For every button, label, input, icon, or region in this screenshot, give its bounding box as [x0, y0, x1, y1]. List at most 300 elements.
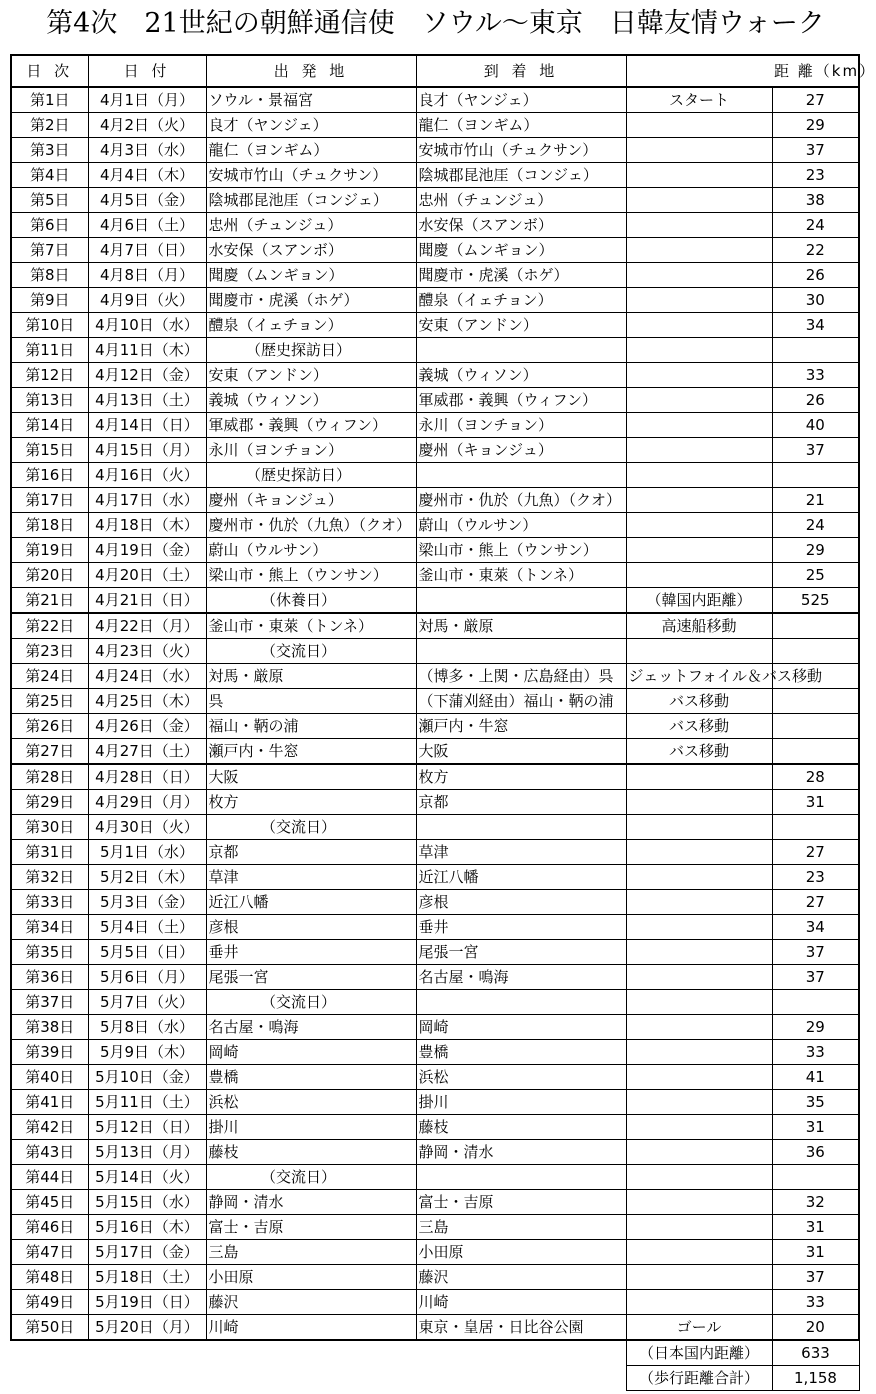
to-cell: 川崎	[416, 1290, 626, 1315]
day-cell: 第16日	[11, 463, 88, 488]
date-cell: 5月3日（金）	[88, 890, 206, 915]
date-cell: 4月3日（水）	[88, 138, 206, 163]
note-cell: （韓国内距離）	[626, 588, 772, 614]
from-cell: 梁山市・熊上（ウンサン）	[206, 563, 416, 588]
day-cell: 第27日	[11, 739, 88, 765]
date-cell: 5月10日（金）	[88, 1065, 206, 1090]
table-row	[11, 965, 859, 990]
note-cell	[626, 890, 772, 915]
day-cell: 第4日	[11, 163, 88, 188]
to-cell: 瀬戸内・牛窓	[416, 714, 626, 739]
to-cell: 富士・吉原	[416, 1190, 626, 1215]
header-row	[11, 55, 859, 87]
to-cell: 水安保（スアンボ）	[416, 213, 626, 238]
to-cell: 京都	[416, 790, 626, 815]
to-cell: 岡崎	[416, 1015, 626, 1040]
distance-cell: 34	[772, 915, 859, 940]
note-cell	[626, 488, 772, 513]
from-cell: 垂井	[206, 940, 416, 965]
distance-cell: 31	[772, 1115, 859, 1140]
date-cell: 5月18日（土）	[88, 1265, 206, 1290]
distance-cell: 31	[772, 1215, 859, 1240]
distance-cell: 23	[772, 865, 859, 890]
table-row	[11, 764, 859, 790]
date-cell: 4月21日（日）	[88, 588, 206, 614]
table-row	[11, 413, 859, 438]
date-cell: 5月19日（日）	[88, 1290, 206, 1315]
to-cell: 掛川	[416, 1090, 626, 1115]
day-cell: 第11日	[11, 338, 88, 363]
note-cell	[626, 915, 772, 940]
distance-cell: 33	[772, 1290, 859, 1315]
day-cell: 第40日	[11, 1065, 88, 1090]
to-cell: 東京・皇居・日比谷公園	[416, 1315, 626, 1341]
empty-cell	[416, 1340, 626, 1366]
note-cell: ジェットフォイル＆バス移動	[626, 664, 772, 689]
distance-cell	[772, 689, 859, 714]
date-cell: 4月18日（木）	[88, 513, 206, 538]
table-row	[11, 138, 859, 163]
distance-cell: 24	[772, 213, 859, 238]
from-cell: 近江八幡	[206, 890, 416, 915]
table-row	[11, 1215, 859, 1240]
day-cell: 第15日	[11, 438, 88, 463]
from-cell: 聞慶市・虎溪（ホゲ）	[206, 288, 416, 313]
table-row	[11, 87, 859, 113]
date-cell: 5月13日（月）	[88, 1140, 206, 1165]
from-cell: 三島	[206, 1240, 416, 1265]
to-cell: 安東（アンドン）	[416, 313, 626, 338]
day-cell: 第47日	[11, 1240, 88, 1265]
note-cell	[626, 965, 772, 990]
distance-cell: 24	[772, 513, 859, 538]
table-row	[11, 689, 859, 714]
distance-cell: 29	[772, 1015, 859, 1040]
day-cell: 第28日	[11, 764, 88, 790]
table-row	[11, 213, 859, 238]
distance-cell: 27	[772, 890, 859, 915]
header-date: 日 付	[88, 55, 206, 87]
total-row	[11, 1340, 859, 1366]
day-cell: 第32日	[11, 865, 88, 890]
table-row	[11, 1315, 859, 1341]
distance-cell: 27	[772, 840, 859, 865]
note-cell	[626, 1265, 772, 1290]
to-cell: 龍仁（ヨンギム）	[416, 113, 626, 138]
note-cell	[626, 538, 772, 563]
table-row	[11, 613, 859, 639]
distance-cell: 30	[772, 288, 859, 313]
distance-cell: 40	[772, 413, 859, 438]
header-distance: 距 離（km）	[772, 55, 859, 87]
distance-cell: 23	[772, 163, 859, 188]
note-cell	[626, 413, 772, 438]
day-cell: 第3日	[11, 138, 88, 163]
to-cell	[416, 1165, 626, 1190]
to-cell: 忠州（チュンジュ）	[416, 188, 626, 213]
table-row	[11, 1115, 859, 1140]
note-cell	[626, 163, 772, 188]
date-cell: 5月15日（水）	[88, 1190, 206, 1215]
date-cell: 5月1日（水）	[88, 840, 206, 865]
date-cell: 4月28日（日）	[88, 764, 206, 790]
day-cell: 第26日	[11, 714, 88, 739]
distance-cell: 33	[772, 363, 859, 388]
to-cell: 大阪	[416, 739, 626, 765]
to-cell: 静岡・清水	[416, 1140, 626, 1165]
distance-cell: 31	[772, 790, 859, 815]
distance-cell: 26	[772, 263, 859, 288]
day-cell: 第48日	[11, 1265, 88, 1290]
note-cell	[626, 513, 772, 538]
day-cell: 第31日	[11, 840, 88, 865]
note-cell	[626, 1290, 772, 1315]
from-cell: 良才（ヤンジェ）	[206, 113, 416, 138]
from-cell: 川崎	[206, 1315, 416, 1341]
from-cell: 福山・鞆の浦	[206, 714, 416, 739]
from-cell: 草津	[206, 865, 416, 890]
to-cell: 名古屋・鳴海	[416, 965, 626, 990]
table-row	[11, 1240, 859, 1265]
from-cell: 小田原	[206, 1265, 416, 1290]
distance-cell	[772, 338, 859, 363]
day-cell: 第30日	[11, 815, 88, 840]
empty-cell	[11, 1366, 88, 1391]
to-cell	[416, 639, 626, 664]
table-row	[11, 1190, 859, 1215]
from-cell: （歴史探訪日）	[206, 463, 416, 488]
table-row	[11, 263, 859, 288]
to-cell: 聞慶市・虎溪（ホゲ）	[416, 263, 626, 288]
empty-cell	[88, 1340, 206, 1366]
date-cell: 4月15日（月）	[88, 438, 206, 463]
date-cell: 5月12日（日）	[88, 1115, 206, 1140]
table-row	[11, 313, 859, 338]
date-cell: 5月4日（土）	[88, 915, 206, 940]
to-cell: 軍威郡・義興（ウィフン）	[416, 388, 626, 413]
from-cell: 掛川	[206, 1115, 416, 1140]
day-cell: 第36日	[11, 965, 88, 990]
date-cell: 5月11日（土）	[88, 1090, 206, 1115]
table-row	[11, 388, 859, 413]
table-row	[11, 790, 859, 815]
to-cell: 慶州（キョンジュ）	[416, 438, 626, 463]
distance-cell: 31	[772, 1240, 859, 1265]
header-from: 出 発 地	[206, 55, 416, 87]
day-cell: 第38日	[11, 1015, 88, 1040]
note-cell	[626, 840, 772, 865]
from-cell: 義城（ウィソン）	[206, 388, 416, 413]
day-cell: 第29日	[11, 790, 88, 815]
day-cell: 第23日	[11, 639, 88, 664]
from-cell: 水安保（スアンボ）	[206, 238, 416, 263]
table-row	[11, 563, 859, 588]
note-cell	[626, 363, 772, 388]
day-cell: 第7日	[11, 238, 88, 263]
from-cell: 忠州（チュンジュ）	[206, 213, 416, 238]
distance-cell: 37	[772, 940, 859, 965]
date-cell: 4月27日（土）	[88, 739, 206, 765]
from-cell: 浜松	[206, 1090, 416, 1115]
date-cell: 5月14日（火）	[88, 1165, 206, 1190]
distance-cell	[772, 739, 859, 765]
distance-cell: 38	[772, 188, 859, 213]
day-cell: 第20日	[11, 563, 88, 588]
to-cell: 梁山市・熊上（ウンサン）	[416, 538, 626, 563]
from-cell: 藤枝	[206, 1140, 416, 1165]
itinerary-table	[10, 54, 876, 1391]
note-cell	[626, 563, 772, 588]
to-cell: 三島	[416, 1215, 626, 1240]
date-cell: 4月8日（月）	[88, 263, 206, 288]
day-cell: 第24日	[11, 664, 88, 689]
date-cell: 5月6日（月）	[88, 965, 206, 990]
total-value: 633	[772, 1340, 859, 1366]
distance-cell: 20	[772, 1315, 859, 1341]
note-cell	[626, 1240, 772, 1265]
day-cell: 第39日	[11, 1040, 88, 1065]
day-cell: 第43日	[11, 1140, 88, 1165]
from-cell: （休養日）	[206, 588, 416, 614]
table-row	[11, 163, 859, 188]
table-row	[11, 1040, 859, 1065]
note-cell	[626, 388, 772, 413]
date-cell: 5月7日（火）	[88, 990, 206, 1015]
from-cell: 尾張一宮	[206, 965, 416, 990]
note-cell	[626, 238, 772, 263]
table-row	[11, 238, 859, 263]
day-cell: 第5日	[11, 188, 88, 213]
date-cell: 5月8日（水）	[88, 1015, 206, 1040]
date-cell: 5月17日（金）	[88, 1240, 206, 1265]
to-cell: 陰城郡昆池厓（コンジェ）	[416, 163, 626, 188]
empty-cell	[11, 1340, 88, 1366]
table-row	[11, 588, 859, 614]
distance-cell: 27	[772, 87, 859, 113]
from-cell: （交流日）	[206, 1165, 416, 1190]
day-cell: 第33日	[11, 890, 88, 915]
day-cell: 第17日	[11, 488, 88, 513]
note-cell	[626, 1190, 772, 1215]
distance-cell	[772, 639, 859, 664]
day-cell: 第1日	[11, 87, 88, 113]
day-cell: 第10日	[11, 313, 88, 338]
day-cell: 第37日	[11, 990, 88, 1015]
distance-cell: 525	[772, 588, 859, 614]
to-cell: 藤沢	[416, 1265, 626, 1290]
date-cell: 4月19日（金）	[88, 538, 206, 563]
header-to: 到 着 地	[416, 55, 626, 87]
from-cell: 安東（アンドン）	[206, 363, 416, 388]
date-cell: 4月25日（木）	[88, 689, 206, 714]
date-cell: 5月9日（木）	[88, 1040, 206, 1065]
from-cell: （交流日）	[206, 815, 416, 840]
from-cell: 陰城郡昆池厓（コンジェ）	[206, 188, 416, 213]
to-cell: （博多・上関・広島経由）呉	[416, 664, 626, 689]
to-cell: 小田原	[416, 1240, 626, 1265]
day-cell: 第41日	[11, 1090, 88, 1115]
to-cell: 垂井	[416, 915, 626, 940]
to-cell: 対馬・厳原	[416, 613, 626, 639]
date-cell: 4月23日（火）	[88, 639, 206, 664]
from-cell: 蔚山（ウルサン）	[206, 538, 416, 563]
total-value: 1,158	[772, 1366, 859, 1391]
to-cell: （下蒲刈経由）福山・鞆の浦	[416, 689, 626, 714]
to-cell: 近江八幡	[416, 865, 626, 890]
empty-cell	[88, 1366, 206, 1391]
from-cell: 瀬戸内・牛窓	[206, 739, 416, 765]
from-cell: 慶州（キョンジュ）	[206, 488, 416, 513]
from-cell: 豊橋	[206, 1065, 416, 1090]
distance-cell: 34	[772, 313, 859, 338]
to-cell	[416, 815, 626, 840]
note-cell	[626, 990, 772, 1015]
page-title: 第4次 21世紀の朝鮮通信使 ソウル～東京 日韓友情ウォーク	[46, 8, 825, 39]
date-cell: 4月20日（土）	[88, 563, 206, 588]
from-cell: 静岡・清水	[206, 1190, 416, 1215]
distance-cell: 29	[772, 538, 859, 563]
to-cell: 釜山市・東萊（トンネ）	[416, 563, 626, 588]
date-cell: 4月5日（金）	[88, 188, 206, 213]
to-cell: 豊橋	[416, 1040, 626, 1065]
table-row	[11, 363, 859, 388]
to-cell: 安城市竹山（チュクサン）	[416, 138, 626, 163]
from-cell: 対馬・厳原	[206, 664, 416, 689]
note-cell	[626, 790, 772, 815]
note-cell	[626, 1215, 772, 1240]
note-cell	[626, 313, 772, 338]
date-cell: 4月2日（火）	[88, 113, 206, 138]
distance-cell	[772, 990, 859, 1015]
note-cell	[626, 764, 772, 790]
table-row	[11, 188, 859, 213]
note-cell	[626, 263, 772, 288]
day-cell: 第34日	[11, 915, 88, 940]
day-cell: 第14日	[11, 413, 88, 438]
table-row	[11, 538, 859, 563]
distance-cell: 37	[772, 1265, 859, 1290]
to-cell: 彦根	[416, 890, 626, 915]
to-cell: 藤枝	[416, 1115, 626, 1140]
to-cell	[416, 588, 626, 614]
to-cell: 醴泉（イェチョン）	[416, 288, 626, 313]
from-cell: 富士・吉原	[206, 1215, 416, 1240]
from-cell: 藤沢	[206, 1290, 416, 1315]
note-cell: バス移動	[626, 739, 772, 765]
from-cell: 呉	[206, 689, 416, 714]
note-cell	[626, 213, 772, 238]
distance-cell: 21	[772, 488, 859, 513]
day-cell: 第9日	[11, 288, 88, 313]
day-cell: 第6日	[11, 213, 88, 238]
distance-cell: 37	[772, 965, 859, 990]
date-cell: 4月16日（火）	[88, 463, 206, 488]
table-row	[11, 488, 859, 513]
date-cell: 5月5日（日）	[88, 940, 206, 965]
header-day: 日 次	[11, 55, 88, 87]
date-cell: 4月1日（月）	[88, 87, 206, 113]
note-cell	[626, 138, 772, 163]
note-cell: バス移動	[626, 689, 772, 714]
distance-cell: 29	[772, 113, 859, 138]
date-cell: 4月9日（火）	[88, 288, 206, 313]
note-cell	[626, 1165, 772, 1190]
table-row	[11, 1090, 859, 1115]
note-cell	[626, 815, 772, 840]
table-row	[11, 1015, 859, 1040]
note-cell: スタート	[626, 87, 772, 113]
note-cell	[626, 865, 772, 890]
empty-cell	[206, 1366, 416, 1391]
table-row	[11, 664, 859, 689]
note-cell	[626, 1140, 772, 1165]
distance-cell	[772, 714, 859, 739]
table-row	[11, 1165, 859, 1190]
day-cell: 第21日	[11, 588, 88, 614]
day-cell: 第35日	[11, 940, 88, 965]
distance-cell	[772, 815, 859, 840]
distance-cell: 32	[772, 1190, 859, 1215]
date-cell: 4月4日（木）	[88, 163, 206, 188]
total-row	[11, 1366, 859, 1391]
day-cell: 第50日	[11, 1315, 88, 1341]
to-cell: 良才（ヤンジェ）	[416, 87, 626, 113]
table-row	[11, 438, 859, 463]
day-cell: 第49日	[11, 1290, 88, 1315]
note-cell	[626, 1115, 772, 1140]
note-cell: 高速船移動	[626, 613, 772, 639]
to-cell: 永川（ヨンチョン）	[416, 413, 626, 438]
to-cell: 尾張一宮	[416, 940, 626, 965]
from-cell: 京都	[206, 840, 416, 865]
total-label: （歩行距離合計）	[626, 1366, 772, 1391]
from-cell: （交流日）	[206, 639, 416, 664]
date-cell: 4月22日（月）	[88, 613, 206, 639]
empty-cell	[206, 1340, 416, 1366]
distance-cell: 37	[772, 138, 859, 163]
to-cell	[416, 990, 626, 1015]
note-cell	[626, 940, 772, 965]
date-cell: 4月10日（水）	[88, 313, 206, 338]
table-row	[11, 1265, 859, 1290]
distance-cell: 25	[772, 563, 859, 588]
day-cell: 第22日	[11, 613, 88, 639]
distance-cell	[772, 463, 859, 488]
note-cell: ゴール	[626, 1315, 772, 1341]
date-cell: 5月2日（木）	[88, 865, 206, 890]
table-row	[11, 714, 859, 739]
date-cell: 4月13日（土）	[88, 388, 206, 413]
distance-cell: 28	[772, 764, 859, 790]
date-cell: 4月29日（月）	[88, 790, 206, 815]
day-cell: 第19日	[11, 538, 88, 563]
from-cell: 名古屋・鳴海	[206, 1015, 416, 1040]
table-row	[11, 815, 859, 840]
to-cell: 草津	[416, 840, 626, 865]
day-cell: 第2日	[11, 113, 88, 138]
from-cell: 大阪	[206, 764, 416, 790]
from-cell: 慶州市・仇於（九魚）（クオ）	[206, 513, 416, 538]
note-cell	[626, 463, 772, 488]
distance-cell	[772, 1165, 859, 1190]
empty-cell	[416, 1366, 626, 1391]
distance-cell: 37	[772, 438, 859, 463]
table-row	[11, 639, 859, 664]
day-cell: 第13日	[11, 388, 88, 413]
distance-cell: 41	[772, 1065, 859, 1090]
day-cell: 第42日	[11, 1115, 88, 1140]
total-label: （日本国内距離）	[626, 1340, 772, 1366]
